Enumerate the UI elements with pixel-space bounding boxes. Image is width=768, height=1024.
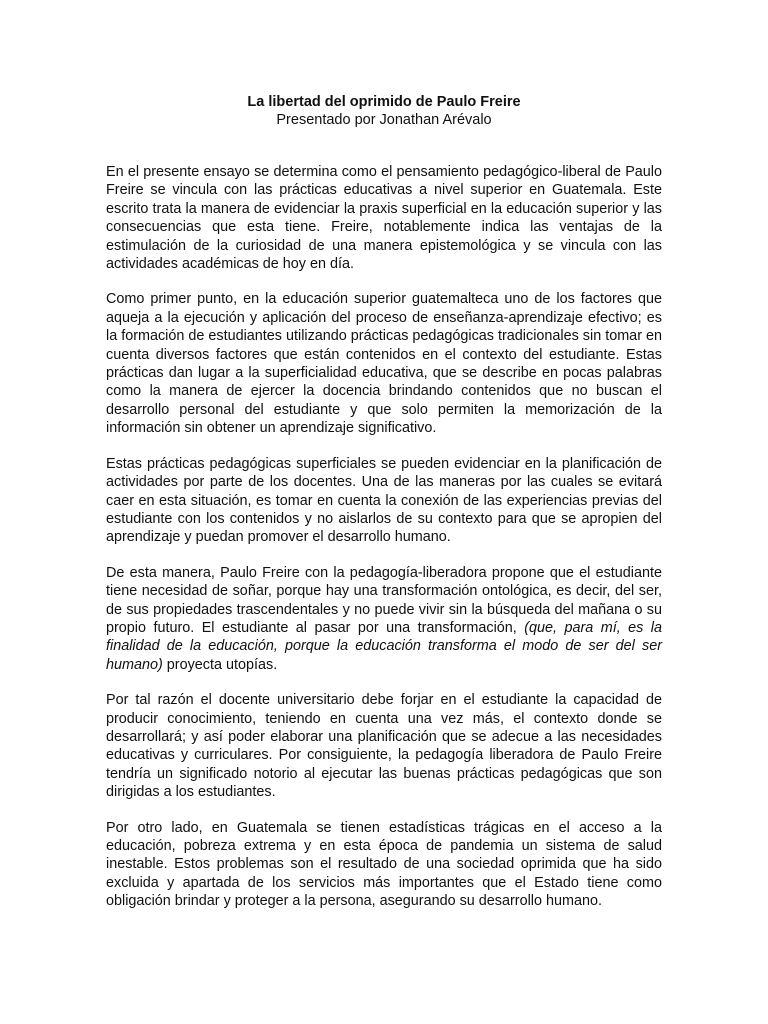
document-header [0,93,768,129]
paragraph-superficial-practices: Estas prácticas pedagógicas superficiales se pueden evidenciar en la planificación de actividades por parte de los docentes. Una de las maneras por las cuales se evitará caer en esta situación, es tomar en cuenta la conexión de las experiencias previas del estudiante con los contenidos y no aislarlos de su contexto para que se apropien del aprendizaje y puedan promover el desarrollo humano. [106,455,662,546]
paragraph-first-point: Como primer punto, en la educación superior guatemalteca uno de los factores que aqueja a la ejecución y aplicación del proceso de enseñanza-aprendizaje efectivo; es la formación de estudiantes utilizando prácticas pedagógicas tradicionales sin tomar en cuenta diversos factores que están contenidos en el contexto del estudiante. Estas prácticas dan lugar a la superficialidad educativa, que se describe en pocas palabras como la manera de ejercer la docencia brindando contenidos que no buscan el desarrollo personal del estudiante y que solo permiten la memorización de la información sin obtener un aprendizaje significativo. [106,291,662,437]
paragraph-liberating-pedagogy-italic: (que, para mí, es la finalidad de la educación, porque la educación transforma el modo de ser del ser humano) [106,619,662,673]
paragraph-university-teacher: Por tal razón el docente universitario debe forjar en el estudiante la capacidad de producir conocimiento, teniendo en cuenta una vez más, el contexto donde se desarrollará; y así poder elaborar una planificación que se adecue a las necesidades educativas y curriculares. Por consiguiente, la pedagogía liberadora de Paulo Freire tendría un significado notorio al ejecutar las buenas prácticas pedagógicas que son dirigidas a los estudiantes. [106,692,662,801]
paragraph-liberating-pedagogy-end: proyecta utopías. [162,656,278,673]
paragraph-liberating-pedagogy [106,564,662,674]
document-body [106,163,662,928]
document-subtitle: Presentado por Jonathan Arévalo [276,112,492,128]
document-title: La libertad del oprimido de Paulo Freire [247,94,521,110]
paragraph-liberating-pedagogy-text: De esta manera, Paulo Freire con la pedagogía-liberadora propone que el estudiante tiene necesidad de soñar, porque hay una transformación ontológica, es decir, del ser, de sus propiedades trascendentales y no puede vivir sin la búsqueda del mañana o su propio futuro. El estudiante al pasar por una transformación, [106,564,662,636]
paragraph-intro: En el presente ensayo se determina como el pensamiento pedagógico-liberal de Paulo Freire se vincula con las prácticas educativas a nivel superior en Guatemala. Este escrito trata la manera de evidenciar la praxis superficial en la educación superior y las consecuencias que esta tiene. Freire, notablemente indica las ventajas de la estimulación de la curiosidad de una manera epistemológica y se vincula con las actividades académicas de hoy en día. [106,164,662,273]
paragraph-guatemala-statistics: Por otro lado, en Guatemala se tienen estadísticas trágicas en el acceso a la educación, pobreza extrema y en esta época de pandemia un sistema de salud inestable. Estos problemas son el resultado de una sociedad oprimida que ha sido excluida y apartada de los servicios más importantes que el Estado tiene como obligación brindar y proteger a la persona, asegurando su desarrollo humano. [106,819,662,910]
